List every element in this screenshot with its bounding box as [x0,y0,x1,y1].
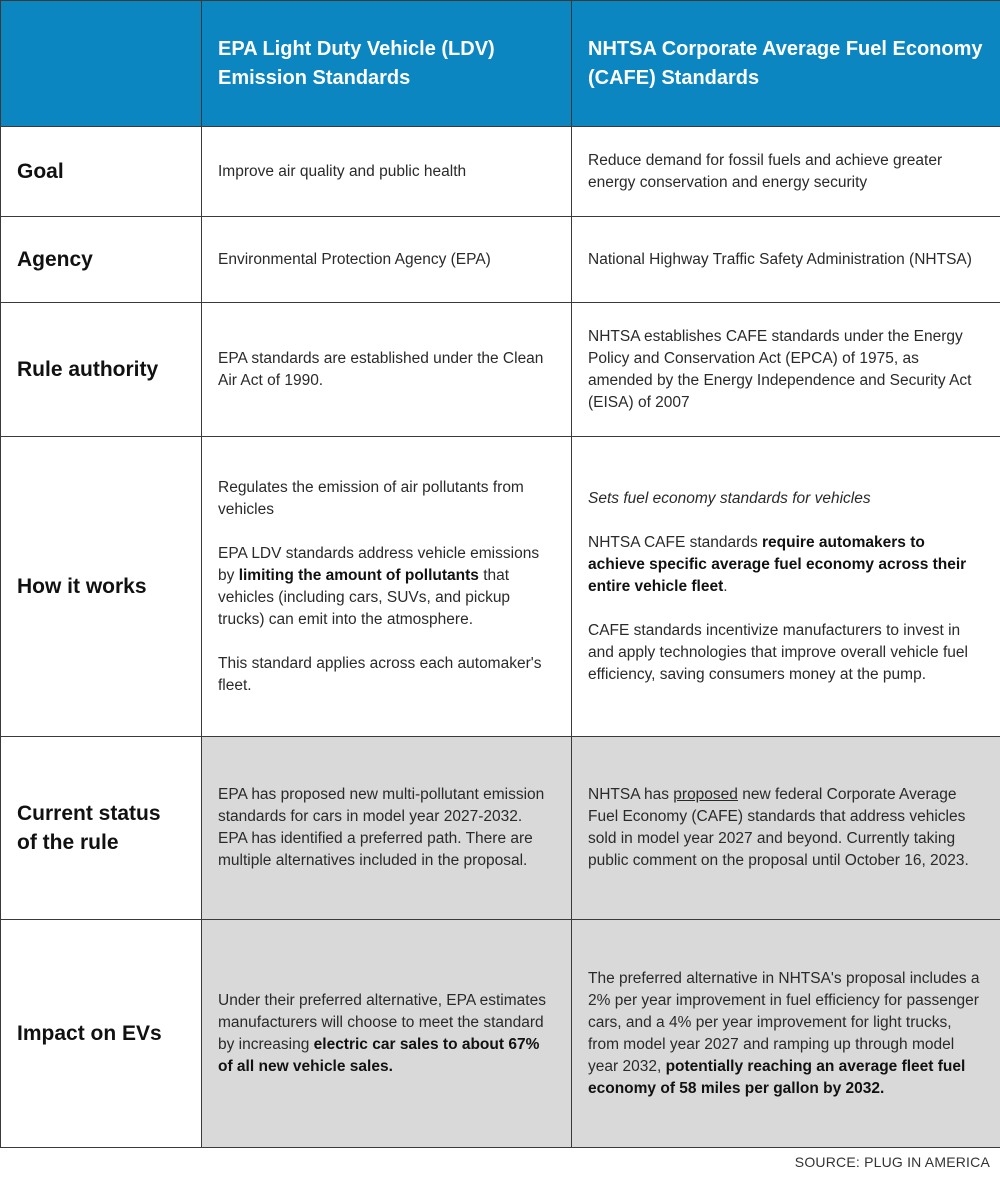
cell-status-epa: EPA has proposed new multi-pollutant emission standards for cars in model year 2027-2032. EPA has identified a preferred path. There are multiple alternatives included in the proposal. [202,737,572,920]
how-epa-paragraph-1: Regulates the emission of air pollutants from vehicles [218,478,524,518]
source-caption: SOURCE: PLUG IN AMERICA [794,1154,990,1170]
row-label-current-status: Current status of the rule [1,737,202,920]
how-nhtsa-bold-text: require automakers to achieve specific average fuel economy across their entire vehicle fleet [588,533,967,595]
how-nhtsa-paragraph-3: CAFE standards incentivize manufacturers to invest in and apply technologies that improve overall vehicle fuel efficiency, saving consumers money at the pump. [588,621,968,683]
how-nhtsa-text: NHTSA CAFE standards [588,533,763,551]
cell-goal-nhtsa: Reduce demand for fossil fuels and achieve greater energy conservation and energy security [572,127,1000,217]
cell-how-nhtsa [572,437,1000,737]
cell-agency-epa: Environmental Protection Agency (EPA) [202,217,572,303]
table-row-impact-on-evs [1,920,1000,1148]
row-label-how-it-works: How it works [1,437,202,737]
how-epa-text: EPA LDV standards address vehicle emissions by [218,544,540,584]
cell-status-nhtsa [572,737,1000,920]
header-empty-cell [1,1,202,127]
header-row [1,1,1000,127]
status-nhtsa-text: NHTSA has [588,786,674,803]
table-row-current-status [1,737,1000,920]
how-nhtsa-text-end: . [723,577,728,595]
how-nhtsa-paragraph-1 [588,488,984,510]
cell-rule-epa: EPA standards are established under the Clean Air Act of 1990. [202,303,572,437]
table-row-agency [1,217,1000,303]
how-epa-paragraph-3: This standard applies across each automaker's fleet. [218,654,542,694]
how-epa-bold-text: limiting the amount of pollutants [238,566,479,584]
header-epa: EPA Light Duty Vehicle (LDV) Emission Standards [202,1,572,127]
cell-how-epa [202,437,572,737]
impact-epa-text: Under their preferred alternative, EPA estimates manufacturers will choose to meet the standard by increasing [218,991,546,1053]
cell-rule-nhtsa: NHTSA establishes CAFE standards under the Energy Policy and Conservation Act (EPCA) of 1975, as amended by the Energy Independence and Security Act (EISA) of 2007 [572,303,1000,437]
cell-agency-nhtsa: National Highway Traffic Safety Administration (NHTSA) [572,217,1000,303]
header-nhtsa: NHTSA Corporate Average Fuel Economy (CAFE) Standards [572,1,1000,127]
impact-nhtsa-bold-text: potentially reaching an average fleet fuel economy of 58 miles per gallon by 2032. [588,1057,966,1097]
impact-nhtsa-text: The preferred alternative in NHTSA's proposal includes a 2% per year improvement in fuel efficiency for passenger cars, and a 4% per year improvement for light trucks, from model year 2027 and ramping up through model year 2032, [588,969,980,1075]
status-nhtsa-text-end: new federal Corporate Average Fuel Economy (CAFE) standards that address vehicles sold in model year 2027 and beyond. Currently taking public comment on the proposal until October 16, 2023. [588,786,969,869]
how-epa-paragraph-2 [218,543,555,631]
how-nhtsa-italic-text: Sets fuel economy standards for vehicles [588,489,871,507]
table-row-how-it-works [1,437,1000,737]
cell-impact-nhtsa [572,920,1000,1148]
how-epa-text-end: that vehicles (including cars, SUVs, and pickup trucks) can emit into the atmosphere. [218,566,511,628]
cell-goal-epa: Improve air quality and public health [202,127,572,217]
cell-impact-epa [202,920,572,1148]
row-label-agency: Agency [1,217,202,303]
row-label-goal: Goal [1,127,202,217]
proposed-link[interactable]: proposed [673,786,738,803]
table-row-goal [1,127,1000,217]
row-label-impact-on-evs: Impact on EVs [1,920,202,1148]
how-nhtsa-paragraph-2 [588,532,984,598]
table-row-rule-authority [1,303,1000,437]
impact-epa-bold-text: electric car sales to about 67% of all new vehicle sales. [218,1035,540,1075]
row-label-rule-authority: Rule authority [1,303,202,437]
